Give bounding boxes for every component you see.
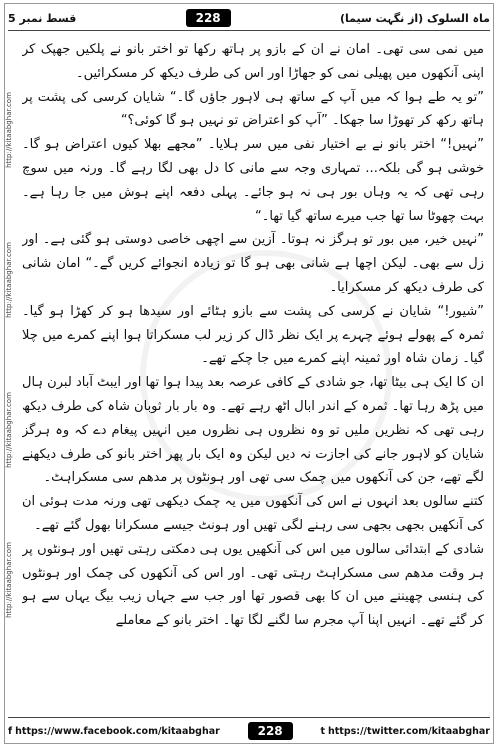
header-page-number: 228 xyxy=(186,9,231,27)
side-url-3[interactable]: http://kitaabghar.com xyxy=(5,392,14,468)
header-divider xyxy=(8,30,490,31)
page-footer xyxy=(8,722,490,740)
footer-divider xyxy=(8,717,490,718)
facebook-icon: f xyxy=(8,725,13,737)
twitter-icon: t xyxy=(320,725,325,737)
book-title: ماہ السلوک (از نگہت سیما) xyxy=(339,11,490,25)
twitter-link[interactable]: t https://twitter.com/kitaabghar xyxy=(320,725,490,737)
paragraph: شادی کے ابتدائی سالوں میں اس کی آنکھیں یوں ہی دمکتی رہتی تھیں اور ہونٹوں پر ہر وقت مدھم سی مسکراہٹ رہتی تھی۔ اور اس کی آنکھوں کی چمک اور ہونٹوں کی ہنسی چھیننے میں ان کا بھی قصور تھا اور جب سے جہاں زیب بیگ یہاں سے ہو کر گئے تھے۔ انہیں اپنا آپ مجرم سا لگنے لگا تھا۔ اختر بانو کے معاملے xyxy=(22,541,484,629)
side-url-2[interactable]: http://kitaabghar.com xyxy=(5,242,14,318)
paragraph: ان کا ایک ہی بیٹا تھا، جو شادی کے کافی عرصہ بعد پیدا ہوا تھا اور ایبٹ آباد لبرن ہال میں پڑھ رہا تھا۔ ثمرہ کے اندر ابال اٹھ رہے تھے۔ وہ بار بار ثوبان شاہ کی طرف دیکھ رہی تھی کہ نظریں ملیں تو وہ نظروں ہی نظروں میں انہیں پیغام دے کہ وہ ہرگز شایان کو لاہور جانے کی اجازت نہ دیں لیکن وہ ایک بار پھر اختر بانو کی طرف دیکھنے لگے تھے، جن کی آنکھوں میں چمک سی تھی اور ہونٹوں پر مدھم سی مسکراہٹ۔ xyxy=(22,375,484,486)
paragraph: ”نہیں!“ اختر بانو نے بے اختیار نفی میں سر ہلایا۔ ”مجھے بھلا کیوں اعتراض ہو گا۔ خوشی ہو گی بلکہ... تمہاری وجہ سے مانی کا دل بھی لگا رہے گا۔ ورنہ میں سوچ رہی تھی کہ یہ وہاں بور ہی نہ ہو جائے۔ پہلی دفعہ اپنے ہوش میں جا رہا ہے۔ بہت چھوٹا سا تھا جب میرے ساتھ گیا تھا۔“ xyxy=(22,137,484,224)
side-url-4[interactable]: http://kitaabghar.com xyxy=(5,542,14,618)
side-url-1[interactable]: http://kitaabghar.com xyxy=(5,92,14,168)
page-header xyxy=(8,6,490,30)
paragraph: ”تو یہ طے ہوا کہ میں آپ کے ساتھ ہی لاہور جاؤں گا۔“ شایان کرسی کی پشت پر ہاتھ رکھ کر تھوڑا سا جھکا۔ ”آپ کو اعتراض تو نہیں ہو گا کوئی؟“ xyxy=(22,89,484,129)
paragraph: کتنے سالوں بعد انہوں نے اس کی آنکھوں میں یہ چمک دیکھی تھی ورنہ مدت ہوئی ان کی آنکھیں بجھی بجھی سی رہنے لگی تھیں اور ہونٹ جیسے مسکرانا بھول گئے تھے۔ xyxy=(22,494,484,533)
paragraph: ”نہیں خیر، میں بور تو ہرگز نہ ہوتا۔ آزین سے اچھی خاصی دوستی ہو گئی ہے۔ اور زل سے بھی۔ لیکن اچھا ہے شانی بھی ہو گا تو زیادہ انجوائے کریں گے۔“ امان شانی کی طرف دیکھ کر مسکرایا۔ xyxy=(22,232,484,295)
episode-label: قسط نمبر 5 xyxy=(8,11,77,25)
paragraph: میں نمی سی تھی۔ امان نے ان کے بازو پر ہاتھ رکھا تو اختر بانو نے پلکیں جھپک کر اپنی آنکھوں میں پھیلی نمی کو جھاڑا اور اس کی طرف دیکھ کر مسکرائیں۔ xyxy=(22,42,484,81)
footer-page-number: 228 xyxy=(248,722,293,740)
facebook-link[interactable]: f https://www.facebook.com/kitaabghar xyxy=(8,725,220,737)
paragraph: ”شیور!“ شایان نے کرسی کی پشت سے بازو ہٹائے اور سیدھا ہو کر کھڑا ہو گیا۔ ثمرہ کے پھولے ہوئے چہرے پر ایک نظر ڈال کر زیر لب مسکراتا ہوا اپنے کمرے میں چلا گیا۔ زمان شاہ اور ثمینہ اپنے کمرے میں جا چکے تھے۔ xyxy=(22,303,484,367)
story-text xyxy=(22,38,484,703)
